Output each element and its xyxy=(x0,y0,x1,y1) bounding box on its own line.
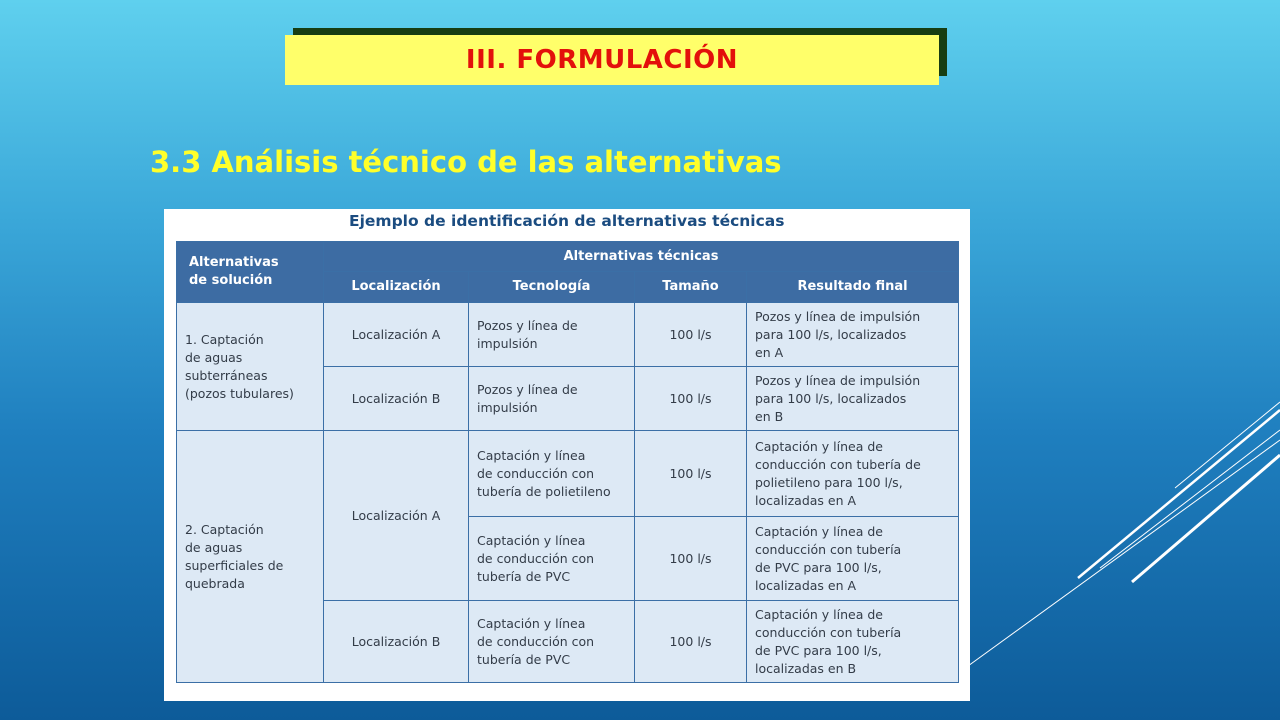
header-localizacion: Localización xyxy=(324,272,469,303)
cell-resultado: Captación y línea de conducción con tubería de polietileno para 100 l/s, localizadas en A xyxy=(747,431,959,517)
cell-resultado: Pozos y línea de impulsión para 100 l/s, localizados en B xyxy=(747,367,959,431)
cell-tecnologia: Captación y línea de conducción con tubería de PVC xyxy=(469,601,635,683)
cell-resultado: Captación y línea de conducción con tubería de PVC para 100 l/s, localizadas en A xyxy=(747,517,959,601)
cell-localizacion: Localización B xyxy=(324,601,469,683)
cell-localizacion: Localización A xyxy=(324,431,469,601)
table-row xyxy=(177,303,959,367)
slide-title: III. FORMULACIÓN xyxy=(465,45,739,75)
header-solution: Alternativas de solución xyxy=(177,242,324,303)
solution-group-2: 2. Captación de aguas superficiales de quebrada xyxy=(177,431,324,683)
title-banner xyxy=(285,35,939,85)
header-tecnologia: Tecnología xyxy=(469,272,635,303)
cell-tecnologia: Pozos y línea de impulsión xyxy=(469,367,635,431)
header-tamano: Tamaño xyxy=(635,272,747,303)
table-figure xyxy=(164,209,970,701)
alternatives-table xyxy=(176,241,959,683)
cell-resultado: Captación y línea de conducción con tubería de PVC para 100 l/s, localizadas en B xyxy=(747,601,959,683)
cell-localizacion: Localización A xyxy=(324,303,469,367)
header-technical-alternatives: Alternativas técnicas xyxy=(324,242,959,272)
cell-tamano: 100 l/s xyxy=(635,303,747,367)
table-caption: Ejemplo de identificación de alternativas técnicas xyxy=(349,212,785,230)
cell-tecnologia: Captación y línea de conducción con tubería de polietileno xyxy=(469,431,635,517)
cell-tecnologia: Pozos y línea de impulsión xyxy=(469,303,635,367)
cell-resultado: Pozos y línea de impulsión para 100 l/s, localizados en A xyxy=(747,303,959,367)
cell-tamano: 100 l/s xyxy=(635,517,747,601)
cell-tecnologia: Captación y línea de conducción con tubería de PVC xyxy=(469,517,635,601)
cell-tamano: 100 l/s xyxy=(635,367,747,431)
header-resultado: Resultado final xyxy=(747,272,959,303)
cell-tamano: 100 l/s xyxy=(635,431,747,517)
solution-group-1: 1. Captación de aguas subterráneas (pozos tubulares) xyxy=(177,303,324,431)
cell-localizacion: Localización B xyxy=(324,367,469,431)
cell-tamano: 100 l/s xyxy=(635,601,747,683)
slide-subtitle: 3.3 Análisis técnico de las alternativas xyxy=(150,145,782,179)
table-row xyxy=(177,431,959,517)
